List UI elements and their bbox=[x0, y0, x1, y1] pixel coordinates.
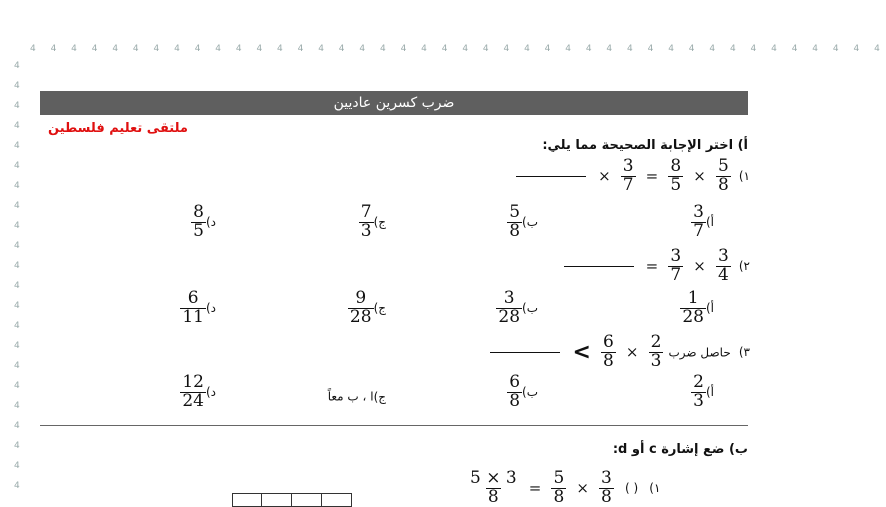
greater-than-sign: > bbox=[572, 339, 591, 365]
question-3-number: ٣) bbox=[738, 345, 750, 360]
option-letter: ج) bbox=[373, 389, 386, 404]
denominator: 8 bbox=[601, 486, 612, 507]
numerator: 6 bbox=[509, 372, 521, 392]
numerator: 6 bbox=[187, 288, 199, 308]
numerator: 9 bbox=[355, 288, 367, 308]
numerator: 3 bbox=[670, 246, 682, 266]
q3-option-c[interactable] bbox=[328, 386, 392, 405]
denominator: 7 bbox=[622, 174, 634, 195]
fraction bbox=[716, 248, 731, 285]
fraction bbox=[599, 470, 614, 507]
question-b1-number: (١ bbox=[649, 481, 661, 496]
denominator: 7 bbox=[670, 264, 682, 285]
q1-option-c[interactable] bbox=[359, 204, 392, 241]
fraction bbox=[507, 204, 522, 241]
denominator: 5 bbox=[193, 220, 204, 241]
times-sign: × bbox=[598, 167, 611, 186]
denominator: 8 bbox=[717, 174, 729, 195]
question-3-text: حاصل ضرب bbox=[668, 345, 731, 360]
option-letter: د) bbox=[205, 301, 216, 316]
section-b-instruction: ضع إشارة c أو d: bbox=[612, 442, 725, 457]
q1-option-d[interactable] bbox=[191, 204, 222, 241]
times-sign: × bbox=[693, 257, 706, 276]
question-3 bbox=[490, 334, 750, 371]
fraction bbox=[180, 374, 206, 411]
fraction bbox=[468, 470, 519, 507]
numerator: 3 bbox=[503, 288, 515, 308]
fraction bbox=[496, 290, 522, 327]
numerator: 6 bbox=[602, 332, 614, 352]
q3-option-d[interactable] bbox=[180, 374, 222, 411]
option-letter: ج) bbox=[373, 215, 386, 230]
equals-sign: = bbox=[645, 167, 659, 186]
q1-option-a[interactable] bbox=[691, 204, 720, 241]
times-sign: × bbox=[693, 167, 706, 186]
denominator: 8 bbox=[602, 350, 614, 371]
numerator: 5 bbox=[717, 156, 729, 176]
fraction bbox=[348, 290, 374, 327]
fraction bbox=[191, 204, 206, 241]
numerator: 2 bbox=[693, 372, 704, 392]
option-letter: أ) bbox=[705, 385, 714, 400]
fraction bbox=[649, 334, 664, 371]
numerator: 5 × 3 bbox=[470, 468, 517, 488]
denominator: 8 bbox=[553, 486, 565, 507]
table-divider bbox=[261, 494, 262, 506]
fraction bbox=[180, 290, 206, 327]
option-letter: ب) bbox=[522, 385, 538, 400]
option-letter: د) bbox=[205, 385, 216, 400]
numerator: 3 bbox=[601, 468, 612, 488]
fraction bbox=[691, 374, 706, 411]
section-divider bbox=[40, 425, 748, 426]
option-letter: أ) bbox=[705, 215, 714, 230]
numerator: 3 bbox=[622, 156, 634, 176]
section-a-label: أ) bbox=[737, 138, 748, 153]
denominator: 28 bbox=[498, 306, 521, 327]
answer-blank[interactable] bbox=[490, 352, 560, 353]
option-letter: ج) bbox=[373, 301, 386, 316]
answer-blank[interactable] bbox=[564, 266, 634, 267]
denominator: 8 bbox=[487, 486, 499, 507]
numerator: 1 bbox=[687, 288, 699, 308]
answer-blank[interactable] bbox=[516, 176, 586, 177]
section-b-question-1 bbox=[468, 470, 660, 507]
q3-option-a[interactable] bbox=[691, 374, 720, 411]
section-b-label: ب) bbox=[728, 442, 748, 457]
fraction bbox=[359, 204, 374, 241]
option-text: ا ، ب معاً bbox=[327, 389, 374, 404]
times-sign: × bbox=[576, 479, 589, 498]
section-a-instruction: اختر الإجابة الصحيحة مما يلي: bbox=[542, 138, 734, 153]
table-divider bbox=[291, 494, 292, 506]
q2-option-c[interactable] bbox=[348, 290, 392, 327]
question-1-number: ١) bbox=[738, 169, 750, 184]
denominator: 5 bbox=[670, 174, 682, 195]
fraction bbox=[668, 158, 683, 195]
numerator: 7 bbox=[360, 202, 372, 222]
numerator: 8 bbox=[670, 156, 682, 176]
equals-sign: = bbox=[528, 479, 542, 498]
q2-option-d[interactable] bbox=[180, 290, 222, 327]
answer-parentheses[interactable]: ( ) bbox=[624, 481, 639, 496]
denominator: 4 bbox=[717, 264, 729, 285]
denominator: 7 bbox=[693, 220, 704, 241]
question-1 bbox=[516, 158, 750, 195]
numerator: 3 bbox=[717, 246, 729, 266]
denominator: 11 bbox=[182, 306, 204, 327]
denominator: 28 bbox=[682, 306, 704, 327]
decorative-border-top: 4 4 4 4 4 4 4 4 4 4 4 4 4 4 4 4 4 4 4 4 4 4 4 4 4 4 4 4 4 4 4 4 4 4 4 4 4 4 4 4 4 4 bbox=[30, 44, 886, 54]
fraction bbox=[691, 204, 706, 241]
fraction bbox=[668, 248, 683, 285]
q2-option-a[interactable] bbox=[680, 290, 720, 327]
table-divider bbox=[321, 494, 322, 506]
watermark: ملتقى تعليم فلسطين bbox=[48, 121, 188, 136]
numerator: 8 bbox=[193, 202, 204, 222]
option-letter: ب) bbox=[522, 215, 538, 230]
denominator: 28 bbox=[349, 306, 372, 327]
option-letter: أ) bbox=[705, 301, 714, 316]
question-2 bbox=[564, 248, 750, 285]
times-sign: × bbox=[625, 343, 639, 362]
numerator: 2 bbox=[650, 332, 662, 352]
section-a-header bbox=[542, 138, 748, 153]
fraction bbox=[551, 470, 566, 507]
numerator: 3 bbox=[693, 202, 704, 222]
page-title: ضرب كسرين عاديين bbox=[40, 91, 748, 115]
denominator: 3 bbox=[650, 350, 662, 371]
equals-sign: = bbox=[645, 257, 659, 276]
q2-option-b[interactable] bbox=[496, 290, 544, 327]
numerator: 5 bbox=[553, 468, 565, 488]
question-2-number: ٢) bbox=[738, 259, 750, 274]
denominator: 3 bbox=[360, 220, 372, 241]
denominator: 24 bbox=[182, 390, 204, 411]
numerator: 12 bbox=[182, 372, 204, 392]
denominator: 3 bbox=[693, 390, 704, 411]
decorative-border-left: 4 4 4 4 4 4 4 4 4 4 4 4 4 4 4 4 4 4 4 4 4 4 bbox=[14, 61, 20, 491]
q3-option-b[interactable] bbox=[507, 374, 544, 411]
fraction bbox=[680, 290, 706, 327]
denominator: 8 bbox=[509, 390, 521, 411]
fraction bbox=[601, 334, 616, 371]
fraction bbox=[507, 374, 522, 411]
fraction bbox=[716, 158, 731, 195]
option-letter: د) bbox=[205, 215, 216, 230]
q1-option-b[interactable] bbox=[507, 204, 544, 241]
denominator: 8 bbox=[509, 220, 521, 241]
answer-table-box bbox=[232, 493, 352, 507]
section-b-header bbox=[613, 442, 748, 457]
option-letter: ب) bbox=[522, 301, 538, 316]
numerator: 5 bbox=[509, 202, 521, 222]
fraction bbox=[621, 158, 636, 195]
